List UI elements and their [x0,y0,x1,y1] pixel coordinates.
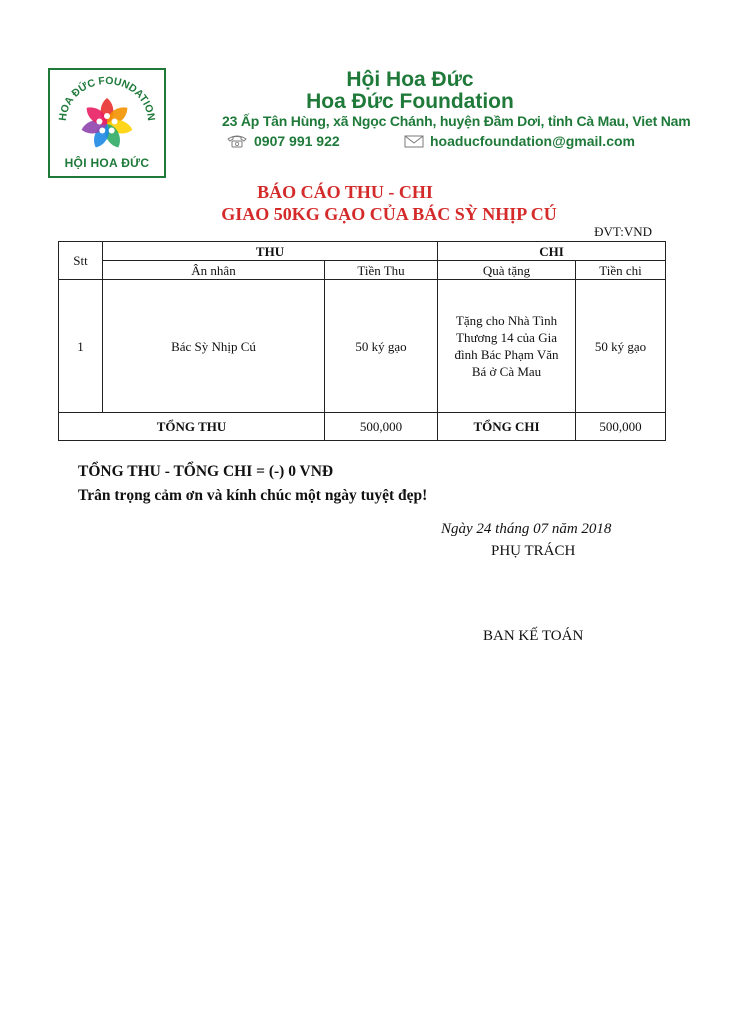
header-qua-tang: Quà tặng [438,261,576,280]
org-name-english: Hoa Đức Foundation [306,90,514,113]
cell-qua-tang: Tặng cho Nhà Tình Thương 14 của Gia đình Bác Phạm Văn Bá ở Cà Mau [438,280,576,413]
report-date: Ngày 24 tháng 07 năm 2018 [441,521,612,537]
balance-summary: TỔNG THU - TỔNG CHI = (-) 0 VNĐ [78,463,334,480]
logo-dot [96,119,102,125]
header-tien-chi: Tiền chi [576,261,666,280]
header-stt: Stt [59,242,103,280]
header-thu: THU [103,242,438,261]
cell-stt: 1 [59,280,103,413]
total-thu-value: 500,000 [325,413,438,441]
envelope-icon [404,135,424,148]
signer-name: BAN KẾ TOÁN [483,628,584,644]
header-tien-thu: Tiền Thu [325,261,438,280]
report-subtitle: GIAO 50KG GẠO CỦA BÁC SỲ NHỊP CÚ [221,204,557,224]
telephone-icon [226,134,248,148]
logo-dot [104,113,110,119]
total-chi-label: TỔNG CHI [438,413,576,441]
email-contact [404,133,635,149]
income-expense-table [58,241,666,441]
header-chi: CHI [438,242,666,261]
cell-tien-thu: 50 ký gạo [325,280,438,413]
totals-row [59,413,666,441]
cell-tien-chi: 50 ký gạo [576,280,666,413]
email-address[interactable]: hoaducfoundation@gmail.com [430,133,635,149]
logo-bottom-text: HỘI HOA ĐỨC [64,156,150,170]
table-row [59,280,666,413]
logo-dot [99,128,105,134]
logo-arc-text: HOA ĐỨC FOUNDATION [56,74,158,122]
phone-number: 0907 991 922 [254,133,340,149]
logo-petals [80,98,134,150]
cell-an-nhan: Bác Sỳ Nhịp Cú [103,280,325,413]
logo-dot [109,128,115,134]
logo-dot [112,119,118,125]
signer-title: PHỤ TRÁCH [491,543,576,559]
total-chi-value: 500,000 [576,413,666,441]
currency-unit: ĐVT:VND [594,224,652,239]
foundation-logo [48,68,166,178]
report-title: BÁO CÁO THU - CHI [257,182,433,202]
total-thu-label: TỔNG THU [59,413,325,441]
thanks-message: Trân trọng cảm ơn và kính chúc một ngày tuyệt đẹp! [78,487,428,504]
org-name-vietnamese: Hội Hoa Đức [346,68,474,91]
header-an-nhan: Ân nhân [103,261,325,280]
phone-contact [226,133,340,149]
org-address: 23 Ấp Tân Hùng, xã Ngọc Chánh, huyện Đầm Dơi, tỉnh Cà Mau, Viet Nam [222,113,691,129]
